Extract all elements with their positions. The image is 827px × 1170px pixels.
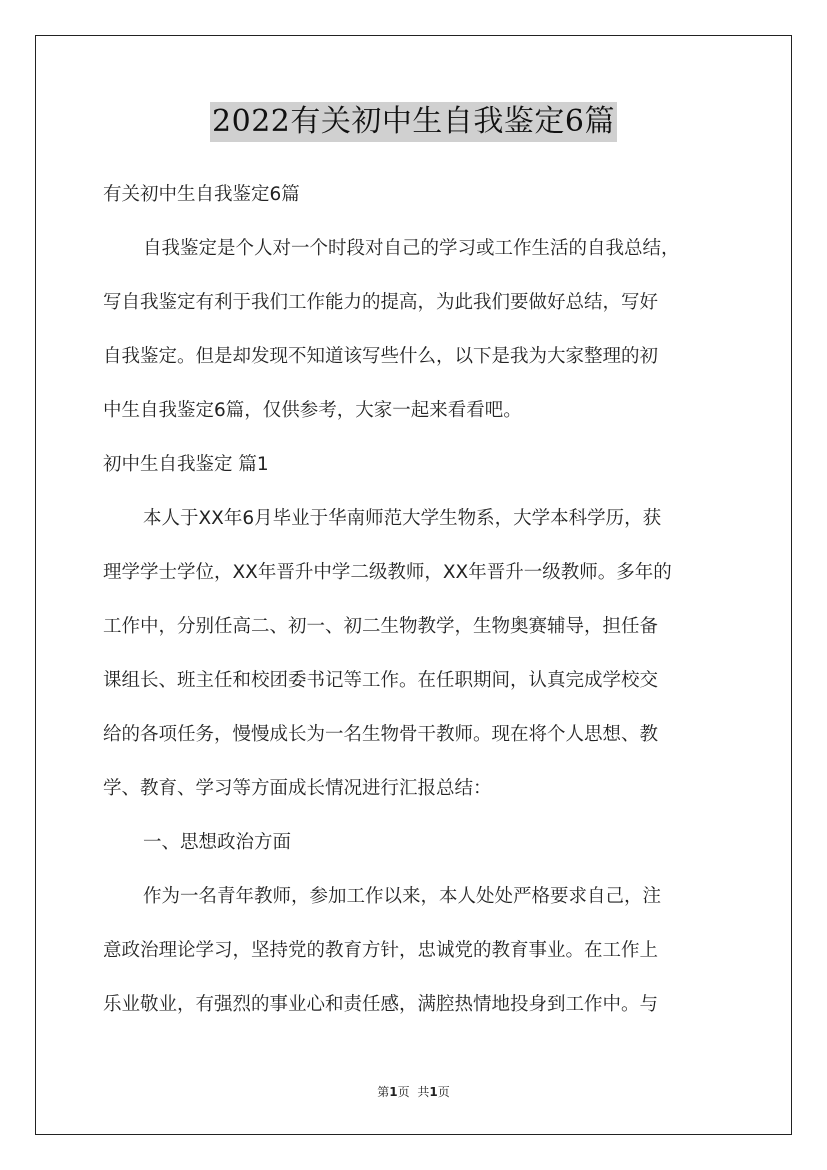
- paragraph-line: 课组长、班主任和校团委书记等工作。在任职期间，认真完成学校交: [103, 670, 659, 691]
- paragraph-line: 作为一名青年教师，参加工作以来，本人处处严格要求自己，注: [143, 886, 662, 907]
- intro-line: 自我鉴定。但是却发现不知道该写些什么，以下是我为大家整理的初: [103, 346, 659, 367]
- paragraph-line: 工作中，分别任高二、初一、初二生物教学，生物奥赛辅导，担任备: [103, 616, 659, 637]
- subtitle: 有关初中生自我鉴定6篇: [103, 184, 300, 205]
- footer-total-number: 1: [429, 1085, 438, 1099]
- intro-line: 写自我鉴定有利于我们工作能力的提高，为此我们要做好总结，写好: [103, 292, 659, 313]
- document-body: [103, 175, 727, 1025]
- footer-total-prefix: 共: [417, 1085, 430, 1099]
- document-title: 2022有关初中生自我鉴定6篇: [210, 102, 617, 142]
- paragraph-line: 给的各项任务，慢慢成长为一名生物骨干教师。现在将个人思想、教: [103, 724, 659, 745]
- page-footer: [0, 1083, 827, 1100]
- subheading: 一、思想政治方面: [143, 832, 292, 853]
- paragraph-line: 理学学士学位，XX年晋升中学二级教师，XX年晋升一级教师。多年的: [103, 562, 672, 583]
- intro-line: 中生自我鉴定6篇，仅供参考，大家一起来看看吧。: [103, 400, 522, 421]
- footer-page-prefix: 第: [377, 1085, 390, 1099]
- footer-page-suffix: 页: [397, 1085, 410, 1099]
- paragraph-line: 学、教育、学习等方面成长情况进行汇报总结：: [103, 778, 492, 799]
- paragraph-line: 意政治理论学习，坚持党的教育方针，忠诚党的教育事业。在工作上: [103, 940, 659, 961]
- intro-line: 自我鉴定是个人对一个时段对自己的学习或工作生活的自我总结，: [143, 238, 680, 259]
- paragraph-line: 乐业敬业，有强烈的事业心和责任感，满腔热情地投身到工作中。与: [103, 994, 659, 1015]
- paragraph-line: 本人于XX年6月毕业于华南师范大学生物系，大学本科学历，获: [143, 508, 662, 529]
- footer-page-number: 1: [389, 1085, 398, 1099]
- title-container: [0, 102, 827, 142]
- footer-total-suffix: 页: [437, 1085, 450, 1099]
- section-heading: 初中生自我鉴定 篇1: [103, 454, 269, 475]
